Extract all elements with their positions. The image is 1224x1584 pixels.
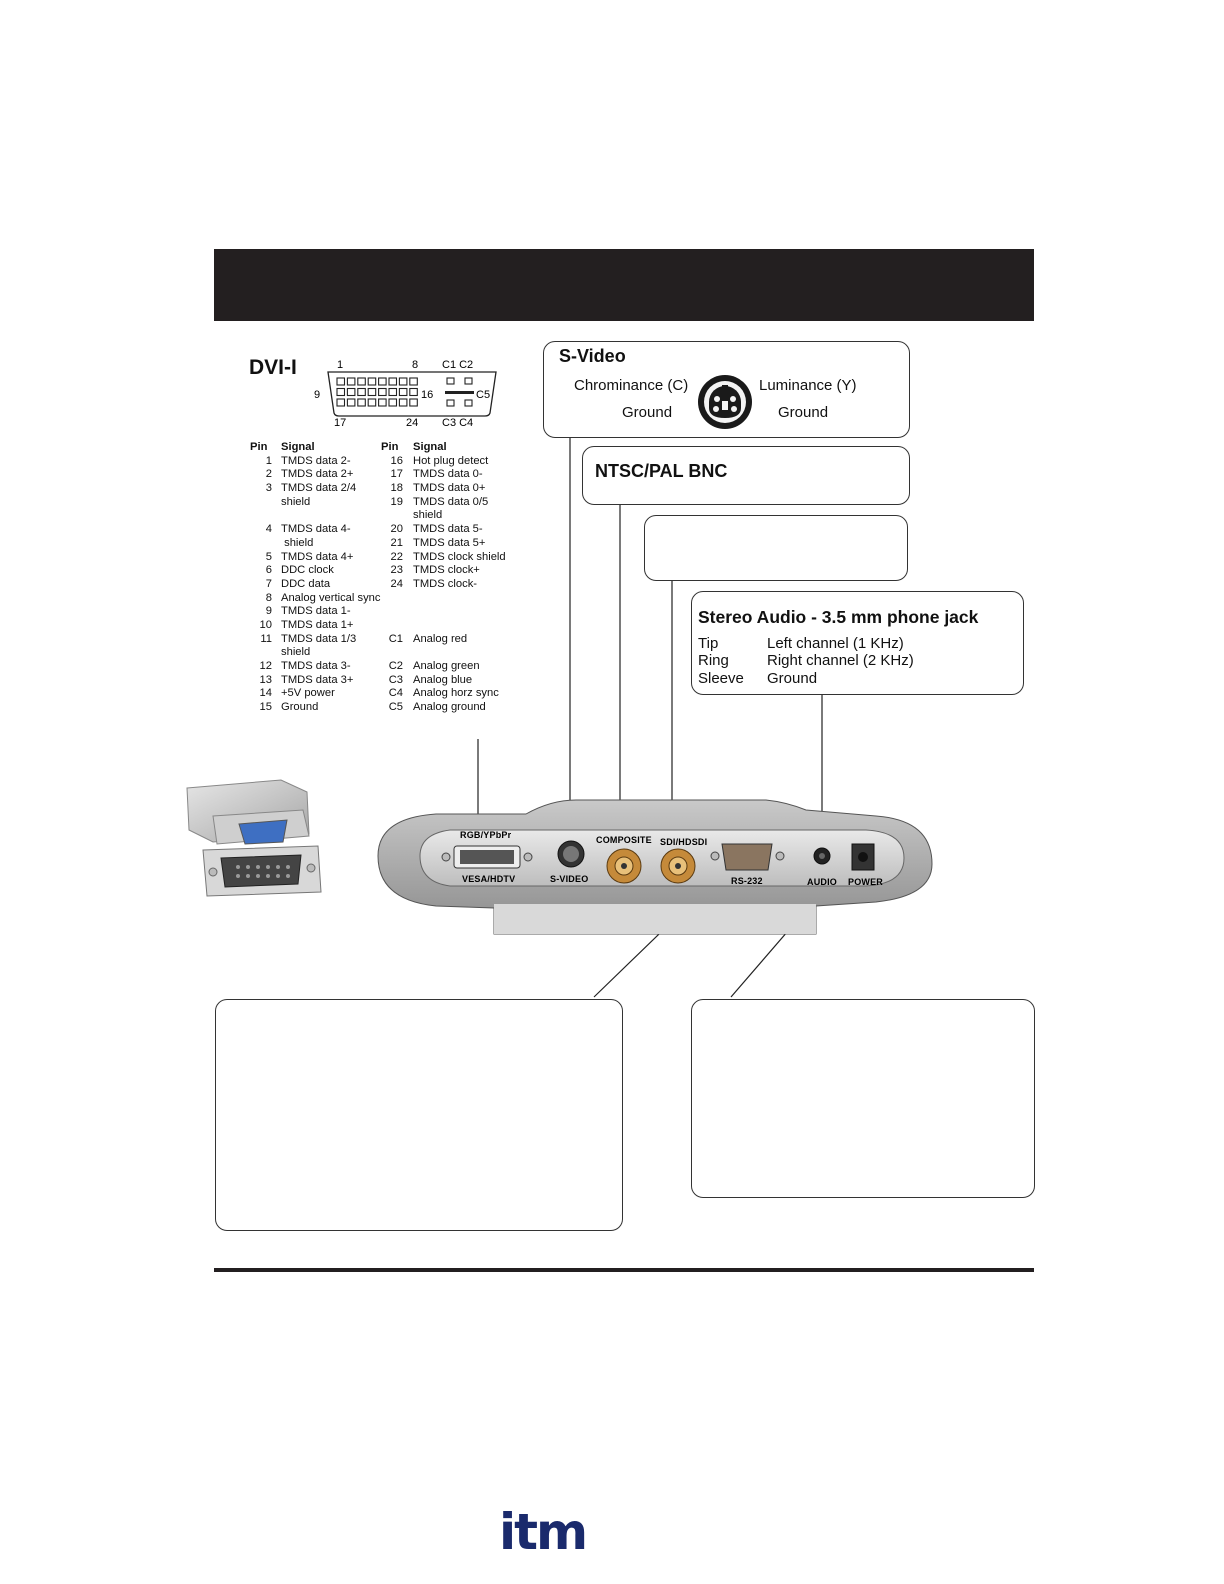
pin-table-row — [250, 646, 540, 660]
dvi-pin-socket — [389, 389, 397, 396]
left-pin-cell: 1 — [265, 454, 272, 467]
audio-term-sleeve: Sleeve — [698, 669, 744, 687]
stereo-audio-callout — [691, 591, 1024, 695]
dvi-pin-table — [250, 441, 540, 715]
right-pin-cell: 21 — [390, 536, 403, 549]
svideo-connector-icon — [696, 373, 754, 431]
left-signal-cell: DDC clock — [281, 564, 334, 577]
signal-header-right: Signal — [413, 441, 447, 453]
signal-header-left: Signal — [281, 441, 315, 453]
left-pin-cell: 9 — [265, 605, 272, 618]
right-signal-cell: TMDS data 5+ — [413, 536, 486, 549]
power-callout — [691, 999, 1035, 1198]
right-pin-cell: C4 — [388, 687, 403, 700]
left-signal-cell: Analog vertical sync — [281, 591, 381, 604]
audio-value-ring: Right channel (2 KHz) — [767, 652, 914, 670]
dvi-pin-label-1: 1 — [337, 359, 344, 371]
svideo-luminance-label: Luminance (Y) — [759, 377, 857, 394]
left-signal-cell: shield — [281, 495, 311, 508]
left-pin-cell: 7 — [265, 577, 272, 590]
left-signal-cell: +5V power — [281, 687, 335, 700]
dvi-pin-socket — [399, 378, 407, 385]
right-pin-cell: C5 — [388, 701, 403, 714]
svideo-title: S-Video — [559, 346, 626, 366]
panel-label-power: POWER — [848, 877, 884, 887]
dvi-pin-socket — [389, 378, 397, 385]
device-back-panel — [376, 796, 936, 938]
pin-table-row — [250, 633, 540, 647]
dvi-pin-socket — [399, 389, 407, 396]
dvi-pin-socket — [347, 389, 355, 396]
dvi-pin-label-8: 8 — [412, 359, 419, 371]
left-signal-cell: TMDS data 2- — [281, 454, 351, 467]
dvi-pin-socket — [379, 399, 387, 406]
pin-table-row — [250, 523, 540, 537]
right-signal-cell: Analog red — [413, 632, 468, 645]
pin-table-row — [250, 509, 540, 523]
audio-value-tip: Left channel (1 KHz) — [767, 635, 904, 652]
right-signal-cell: TMDS data 0- — [413, 468, 483, 481]
panel-label-rgb: RGB/YPbPr — [460, 830, 512, 840]
pin-table-row — [250, 496, 540, 510]
left-pin-cell: 5 — [265, 550, 272, 563]
left-signal-cell: TMDS data 2/4 — [281, 482, 357, 495]
stereo-audio-values — [767, 635, 914, 687]
pin-table-row — [250, 687, 540, 701]
dvi-title: DVI-I — [249, 356, 297, 379]
dvi-pin-label-24: 24 — [406, 417, 419, 429]
left-signal-cell: shield — [281, 536, 314, 549]
dvi-pin-socket — [379, 378, 387, 385]
pin-table-row — [250, 660, 540, 674]
dvi-c5-blade — [445, 391, 474, 394]
pin-table-row — [250, 674, 540, 688]
right-signal-cell: TMDS clock shield — [413, 550, 506, 563]
right-pin-cell: 22 — [390, 550, 403, 563]
svideo-ground-left-label: Ground — [622, 404, 673, 421]
audio-term-ring: Ring — [698, 652, 729, 670]
left-pin-cell: 14 — [259, 687, 272, 700]
left-pin-cell: 4 — [265, 523, 272, 536]
left-signal-cell: TMDS data 4+ — [281, 550, 354, 563]
left-pin-cell: 2 — [265, 468, 272, 481]
right-pin-cell: 16 — [390, 454, 403, 467]
panel-label-rs232: RS-232 — [731, 876, 763, 886]
right-signal-cell: Analog horz sync — [413, 687, 499, 700]
left-signal-cell: Ground — [281, 701, 319, 714]
right-signal-cell: Hot plug detect — [413, 454, 489, 467]
dvi-pin-socket — [368, 399, 376, 406]
right-signal-cell: TMDS clock- — [413, 577, 478, 590]
pin-table-row — [250, 468, 540, 482]
dvi-pin-label-16: 16 — [421, 389, 434, 401]
right-signal-cell: TMDS data 0+ — [413, 482, 486, 495]
dvi-pin-label-17: 17 — [334, 417, 347, 429]
left-signal-cell: TMDS data 3+ — [281, 673, 354, 686]
dvi-pin-socket — [410, 378, 418, 385]
right-signal-cell: Analog blue — [413, 673, 473, 686]
pin-header-left: Pin — [250, 441, 268, 453]
right-signal-cell: TMDS data 5- — [413, 523, 483, 536]
left-signal-cell: DDC data — [281, 577, 331, 590]
dvi-pin-socket — [368, 389, 376, 396]
left-signal-cell: TMDS data 3- — [281, 660, 351, 672]
pin-table-row — [250, 619, 540, 633]
right-pin-cell: 17 — [390, 468, 403, 481]
dvi-pin-socket — [410, 399, 418, 406]
pin-table-row — [250, 701, 540, 715]
left-signal-cell: shield — [281, 646, 311, 659]
itm-logo: itm — [499, 1503, 587, 1561]
svideo-chrominance-label: Chrominance (C) — [574, 377, 689, 394]
left-pin-cell: 3 — [265, 482, 272, 495]
right-pin-cell: 24 — [390, 577, 403, 590]
left-signal-cell: TMDS data 1+ — [281, 618, 354, 631]
dvi-pin-label-c3c4: C3 C4 — [442, 417, 474, 429]
pin-table-row — [250, 605, 540, 619]
right-signal-cell: Analog green — [413, 660, 480, 672]
left-pin-cell: 13 — [259, 673, 272, 686]
dvi-pin-socket — [389, 399, 397, 406]
right-signal-cell: shield — [413, 509, 443, 522]
dvi-pin-label-c5: C5 — [476, 389, 491, 401]
panel-label-sdi: SDI/HDSDI — [660, 837, 708, 847]
pin-header-right: Pin — [381, 441, 399, 453]
dvi-pin-socket — [337, 389, 345, 396]
svideo-callout — [543, 341, 910, 438]
panel-label-svideo: S-VIDEO — [550, 874, 589, 884]
left-pin-cell: 10 — [259, 618, 272, 631]
dvi-pin-socket — [358, 389, 366, 396]
right-pin-cell: 20 — [390, 523, 403, 536]
right-pin-cell: C3 — [388, 673, 403, 686]
dvi-vga-adapter-image — [183, 772, 325, 900]
ntsc-pal-bnc-title: NTSC/PAL BNC — [595, 461, 728, 481]
dvi-pin-socket — [337, 378, 345, 385]
right-signal-cell: Analog ground — [413, 701, 486, 714]
audio-value-sleeve: Ground — [767, 669, 818, 687]
dvi-pin-socket — [368, 378, 376, 385]
ntsc-pal-bnc-callout — [582, 446, 910, 505]
stereo-audio-title: Stereo Audio - 3.5 mm phone jack — [698, 607, 979, 627]
left-signal-cell: TMDS data 4- — [281, 523, 351, 536]
left-pin-cell: 8 — [265, 591, 272, 604]
left-pin-cell: 15 — [259, 701, 272, 714]
panel-label-composite: COMPOSITE — [596, 835, 652, 845]
right-signal-cell: TMDS data 0/5 — [413, 495, 489, 508]
pin-table-row — [250, 578, 540, 592]
left-pin-cell: 12 — [259, 660, 272, 672]
footer-rule — [214, 1268, 1034, 1272]
right-pin-cell: 19 — [390, 495, 403, 508]
pin-table-row — [250, 537, 540, 551]
panel-label-vesa: VESA/HDTV — [462, 874, 516, 884]
svideo-ground-right-label: Ground — [778, 404, 829, 421]
dvi-pin-socket — [399, 399, 407, 406]
rs232-callout — [215, 999, 623, 1231]
pin-table-row — [250, 564, 540, 578]
dvi-pin-socket — [347, 378, 355, 385]
header-bar — [214, 249, 1034, 321]
pin-table-row — [250, 551, 540, 565]
right-pin-cell: C1 — [388, 632, 403, 645]
audio-term-tip: Tip — [698, 635, 719, 652]
dvi-pin-socket — [358, 378, 366, 385]
left-signal-cell: TMDS data 1- — [281, 605, 351, 618]
right-signal-cell: TMDS clock+ — [413, 564, 480, 577]
dvi-pin-socket — [410, 389, 418, 396]
pin-table-row — [250, 455, 540, 469]
right-pin-cell: 23 — [390, 564, 403, 577]
left-signal-cell: TMDS data 1/3 — [281, 632, 357, 645]
left-signal-cell: TMDS data 2+ — [281, 468, 354, 481]
dvi-pin-socket — [347, 399, 355, 406]
dvi-pin-socket — [358, 399, 366, 406]
pin-table-row — [250, 482, 540, 496]
right-pin-cell: C2 — [388, 660, 403, 672]
dvi-pin-label-9: 9 — [314, 389, 321, 401]
sdi-callout — [644, 515, 908, 581]
panel-label-audio: AUDIO — [807, 877, 837, 887]
dvi-connector-diagram — [310, 355, 510, 430]
left-pin-cell: 6 — [265, 564, 272, 577]
right-pin-cell: 18 — [390, 482, 403, 495]
dvi-pin-socket — [337, 399, 345, 406]
left-pin-cell: 11 — [260, 632, 272, 645]
dvi-pin-socket — [379, 389, 387, 396]
stereo-audio-terms — [698, 635, 744, 687]
pin-table-row — [250, 592, 540, 606]
dvi-pin-label-c1c2: C1 C2 — [442, 359, 474, 371]
